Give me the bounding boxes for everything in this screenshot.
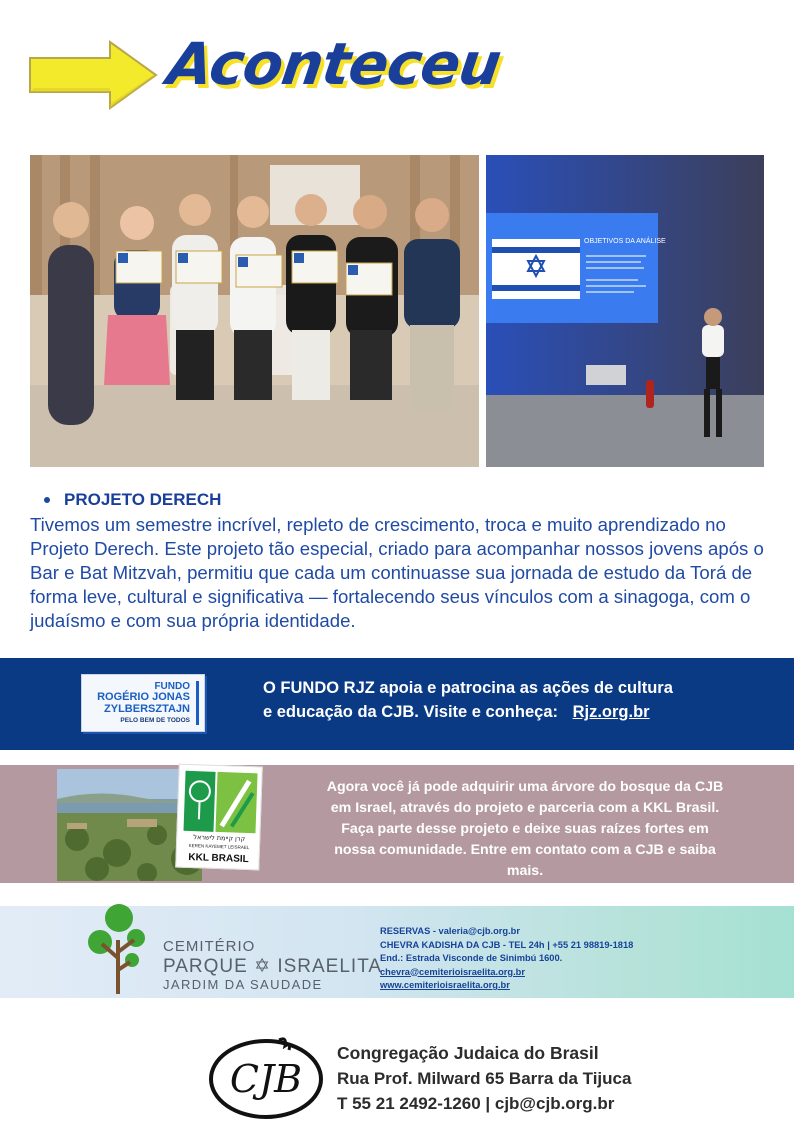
cemetery-name-parque: PARQUE bbox=[163, 956, 248, 977]
rjz-logo-line1: FUNDO bbox=[154, 681, 190, 692]
rjz-text-line1: O FUNDO RJZ apoia e patrocina as ações de cultura bbox=[263, 679, 673, 697]
kkl-banner bbox=[0, 765, 794, 883]
address-line: End.: Estrada Visconde de Sinimbú 1600. bbox=[380, 953, 563, 963]
star-of-david-icon: ✡ bbox=[254, 956, 272, 977]
org-name: Congregação Judaica do Brasil bbox=[337, 1043, 599, 1063]
kkl-logo-sub: KEREN KAYEMET LEISRAEL bbox=[188, 842, 250, 851]
rjz-logo-line2: ROGÉRIO JONAS bbox=[97, 691, 190, 703]
bullet-icon bbox=[44, 497, 50, 503]
cjb-logo bbox=[207, 1034, 325, 1120]
cemetery-name-israelita: ISRAELITA bbox=[277, 956, 383, 977]
org-contact: T 55 21 2492-1260 | cjb@cjb.org.br bbox=[337, 1094, 615, 1113]
rjz-text-line2: e educação da CJB. Visite e conheça: bbox=[263, 703, 558, 721]
cemetery-name-line3: JARDIM DA SAUDADE bbox=[163, 977, 323, 992]
presentation-photo bbox=[486, 155, 764, 467]
org-address: Rua Prof. Milward 65 Barra da Tijuca bbox=[337, 1069, 632, 1088]
rjz-link[interactable]: Rjz.org.br bbox=[572, 703, 650, 721]
rjz-banner bbox=[0, 658, 794, 750]
reservas-line: RESERVAS - valeria@cjb.org.br bbox=[380, 926, 520, 936]
tree-icon bbox=[88, 900, 150, 994]
rjz-logo-line4: PELO BEM DE TODOS bbox=[120, 717, 190, 724]
slide-title: OBJETIVOS DA ANÁLISE bbox=[584, 238, 666, 245]
kkl-logo-label: KKL BRASIL bbox=[188, 851, 249, 866]
rjz-text bbox=[263, 676, 723, 724]
cjb-logo-text: CJB bbox=[229, 1057, 303, 1101]
kkl-logo-hebrew: קרן קיימת לישראל bbox=[193, 833, 246, 843]
cemetery-name-line1: CEMITÉRIO bbox=[163, 938, 256, 955]
cemetery-name-line2 bbox=[163, 955, 382, 978]
kkl-logo bbox=[175, 764, 263, 871]
cemetery-contact bbox=[380, 925, 633, 993]
group-photo bbox=[30, 155, 479, 467]
project-heading bbox=[44, 490, 221, 510]
kkl-text: Agora você já pode adquirir uma árvore do bosque da CJB em Israel, através do projeto e parceria com a KKL Brasil. Faça parte desse projeto e deixe suas raízes fortes em nossa comunidade. Entre em contato com a CJB e saiba mais. bbox=[326, 779, 724, 879]
arrow-icon bbox=[28, 40, 160, 110]
cemetery-banner bbox=[0, 906, 794, 998]
project-title: PROJETO DERECH bbox=[64, 490, 222, 509]
project-description: Tivemos um semestre incrível, repleto de crescimento, troca e muito aprendizado no Projeto Derech. Este projeto tão especial, criado para acompanhar nossos jovens após o Bar e Bat Mitzvah, permitiu que cada um continuasse sua jornada de estudo da Torá de forma leve, cultural e significativa — fortalecendo seus vínculos com a sinagoga, com o judaísmo e com sua própria identidade. bbox=[30, 514, 764, 631]
rjz-logo-line3: ZYLBERSZTAJN bbox=[104, 703, 190, 715]
cemetery-website-link[interactable]: www.cemiterioisraelita.org.br bbox=[380, 980, 510, 990]
chevra-email-link[interactable]: chevra@cemiterioisraelita.org.br bbox=[380, 966, 525, 977]
page-title: Aconteceu bbox=[163, 30, 505, 98]
logo-stripe bbox=[196, 681, 199, 725]
chevra-line: CHEVRA KADISHA DA CJB - TEL 24h | +55 21 98819-1818 bbox=[380, 939, 634, 950]
rjz-logo bbox=[81, 674, 205, 732]
